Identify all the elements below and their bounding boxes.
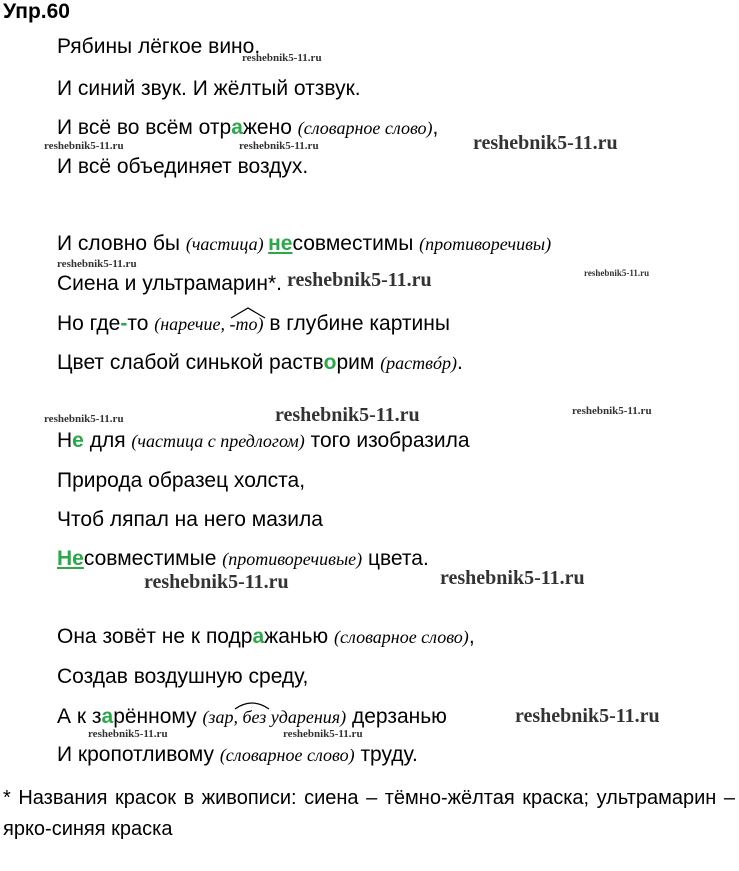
- line-text: ,: [432, 116, 439, 139]
- line-text: Сиена и ультрамарин*.: [57, 272, 282, 295]
- highlight-letter: а: [101, 705, 114, 728]
- watermark: reshebnik5-11.ru: [144, 571, 289, 593]
- poem-line: [57, 625, 475, 649]
- line-text: труду.: [354, 743, 418, 766]
- annotation: (противоречивые): [222, 549, 363, 569]
- poem-line: [57, 469, 305, 493]
- line-text: то: [127, 312, 155, 335]
- poem-line: [57, 77, 361, 101]
- watermark: reshebnik5-11.ru: [44, 413, 124, 425]
- poem-line: [57, 35, 260, 59]
- poem-line: [57, 232, 551, 256]
- line-text: совместимые: [83, 547, 223, 570]
- exercise-title: Упр.60: [3, 0, 70, 23]
- line-text: рим: [336, 351, 381, 374]
- line-text: Рябины лёгкое вино.: [57, 35, 261, 58]
- watermark: reshebnik5-11.ru: [515, 705, 660, 727]
- annotation: (раствóр): [380, 353, 457, 373]
- watermark: reshebnik5-11.ru: [57, 258, 137, 270]
- annotation: (наречие, -то): [154, 314, 264, 334]
- watermark: reshebnik5-11.ru: [283, 728, 363, 740]
- line-text: Она зовёт не к подр: [57, 625, 253, 648]
- line-text: совместимы: [292, 232, 420, 255]
- line-text: А к з: [57, 705, 102, 728]
- line-text: цвета.: [362, 547, 429, 570]
- highlight-letter: е: [72, 429, 84, 452]
- watermark: reshebnik5-11.ru: [275, 404, 420, 426]
- watermark: reshebnik5-11.ru: [584, 268, 650, 278]
- root-arc-icon: [228, 306, 268, 320]
- poem-line: [57, 665, 308, 689]
- line-text: в глубине картины: [263, 312, 450, 335]
- highlight-letter: о: [323, 351, 337, 374]
- poem-line: [57, 272, 282, 296]
- highlight-prefix: не: [268, 232, 293, 255]
- line-text: Н: [57, 429, 73, 452]
- watermark: reshebnik5-11.ru: [572, 405, 652, 417]
- annotation: (словарное слово): [334, 627, 469, 647]
- watermark: reshebnik5-11.ru: [242, 52, 322, 64]
- line-text: Цвет слабой синькой раств: [57, 351, 324, 374]
- line-text: И кропотливому: [57, 743, 220, 766]
- poem-line: [57, 429, 470, 453]
- line-text: рённому: [113, 705, 203, 728]
- line-text: И всё во всём отр: [57, 116, 232, 139]
- annotation: (частица): [185, 234, 269, 254]
- watermark: reshebnik5-11.ru: [473, 132, 618, 154]
- poem-line: [57, 155, 308, 179]
- annotation: (зар, без ударения): [202, 707, 347, 727]
- line-text: дерзанью: [346, 705, 447, 728]
- line-text: Природа образец холста,: [57, 469, 306, 492]
- line-text: того изобразила: [304, 429, 470, 452]
- highlight-prefix: Не: [57, 547, 84, 570]
- line-text: И всё объединяет воздух.: [57, 155, 309, 178]
- footnote: * Названия красок в живописи: сиена – тёмно-жёлтая краска; ультрамарин – ярко-синяя краска: [3, 787, 735, 840]
- line-text: Но где: [57, 312, 121, 335]
- line-text: для: [83, 429, 132, 452]
- line-text: .: [456, 351, 463, 374]
- annotation: (словарное слово): [297, 118, 433, 138]
- annotation: (словарное слово): [219, 745, 355, 765]
- line-text: И словно бы: [57, 232, 186, 255]
- poem-line: [57, 547, 429, 571]
- watermark: reshebnik5-11.ru: [239, 140, 319, 152]
- line-text: Создав воздушную среду,: [57, 665, 309, 688]
- poem-line: [57, 351, 463, 375]
- highlight-hyphen: -: [120, 312, 128, 335]
- watermark: reshebnik5-11.ru: [44, 140, 124, 152]
- watermark: reshebnik5-11.ru: [88, 728, 168, 740]
- highlight-letter: а: [231, 116, 243, 139]
- annotation: (частица с предлогом): [131, 431, 305, 451]
- root-arc-icon: [232, 697, 272, 711]
- line-text: жанью: [264, 625, 335, 648]
- watermark: reshebnik5-11.ru: [287, 269, 432, 291]
- line-text: Чтоб ляпал на него мазила: [57, 508, 323, 531]
- poem-line: [57, 116, 438, 140]
- line-text: И синий звук. И жёлтый отзвук.: [57, 77, 361, 100]
- watermark: reshebnik5-11.ru: [440, 567, 585, 589]
- line-text: ,: [468, 625, 475, 648]
- highlight-letter: а: [252, 625, 265, 648]
- poem-line: [57, 743, 418, 767]
- line-text: жено: [242, 116, 298, 139]
- annotation: (противоречивы): [419, 234, 552, 254]
- poem-line: [57, 508, 323, 532]
